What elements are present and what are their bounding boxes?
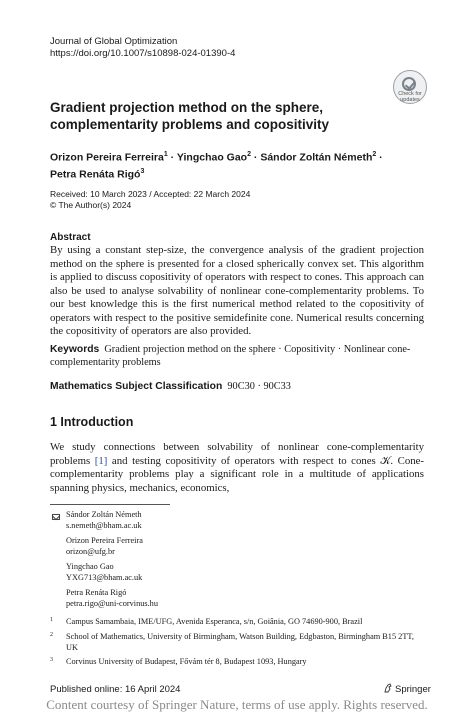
- contact-author: [66, 562, 142, 583]
- author-name[interactable]: Sándor Zoltán Németh: [260, 151, 373, 164]
- contact-email[interactable]: YXG713@bham.ac.uk: [66, 572, 143, 582]
- publisher-name: Springer: [395, 684, 431, 695]
- author-name[interactable]: Yingchao Gao: [176, 151, 248, 164]
- copyright: © The Author(s) 2024: [50, 200, 132, 210]
- author-name[interactable]: Orizon Pereira Ferreira: [50, 151, 164, 164]
- author-name[interactable]: Petra Renáta Rigó: [50, 168, 141, 180]
- section-heading-introduction: 1 Introduction: [50, 415, 134, 429]
- keywords: [50, 343, 424, 369]
- journal-name: Journal of Global Optimization: [50, 36, 178, 47]
- contact-author: [66, 536, 143, 557]
- springer-horse-icon: [383, 683, 393, 693]
- article-dates: [50, 189, 250, 211]
- keywords-label: Keywords: [50, 344, 100, 355]
- contact-name: Orizon Pereira Ferreira: [66, 536, 143, 545]
- journal-header: [50, 36, 235, 60]
- citation-link[interactable]: [1]: [94, 454, 108, 467]
- paper-title: Gradient projection method on the sphere, complementarity problems and copositivity: [50, 100, 330, 132]
- abstract-text: By using a constant step-size, the convergence analysis of the gradient projection method on the sphere is presented for a closed spherically convex set. This algorithm is applied to discuss copositivity of operators with respect to cones. This approach can also be used to analyse solvability of nonlinear cone-complementarity problems. To our best knowledge this is the first numerical method related to the copositivity of operators with respect to the positive semidefinite cone. Numerical results concerning the copositivity of operators are also provided.: [50, 244, 424, 337]
- abstract-heading: Abstract: [50, 232, 91, 243]
- contact-name: Sándor Zoltán Németh: [66, 510, 142, 519]
- checkmark-icon: [402, 77, 416, 91]
- contact-email[interactable]: petra.rigo@uni-corvinus.hu: [66, 598, 158, 608]
- introduction-text: We study connections between solvability of nonlinear cone-complementarity problems [1] and testing copositivity of operators with respect to cones 𝒦. Cone-complementarity problems play a significant role in a multitude of applications spanning physics, mechanics, economics,: [50, 441, 424, 494]
- msc: [50, 380, 424, 393]
- contact-author: [66, 588, 158, 609]
- msc-codes: 90C30 · 90C33: [227, 381, 291, 392]
- published-date: Published online: 16 April 2024: [50, 684, 181, 695]
- author-list: [50, 148, 430, 181]
- received-accepted: Received: 10 March 2023 / Accepted: 22 March 2024: [50, 189, 251, 199]
- contact-email[interactable]: orizon@ufg.br: [66, 546, 115, 556]
- affiliation: 1 Campus Samambaia, IME/UFG, Avenida Esperanca, s/n, Goiânia, GO 74690-900, Brazil: [50, 617, 363, 626]
- author-line-1: Orizon Pereira Ferreira$^1$ · Yingchao Gao$^2$ · Sándor Zoltán Németh$^2$ ·: [50, 151, 383, 164]
- envelope-icon: [52, 514, 60, 520]
- keywords-text: Gradient projection method on the sphere · Copositivity · Nonlinear cone-complementarity problems: [50, 344, 411, 368]
- affiliation: 3 Corvinus University of Budapest, Fővám tér 8, Budapest 1093, Hungary: [50, 657, 307, 666]
- author-line-2: Petra Renáta Rigó$^3$: [50, 167, 145, 180]
- publisher-logo[interactable]: [383, 683, 431, 695]
- affiliation: 2 School of Mathematics, University of Birmingham, Watson Building, Edgbaston, Birmingham B15 2TT, UK: [50, 632, 414, 652]
- msc-label: Mathematics Subject Classification: [50, 381, 223, 392]
- check-for-updates-badge[interactable]: Check for updates: [393, 70, 427, 104]
- contact-email[interactable]: s.nemeth@bham.ac.uk: [66, 520, 142, 530]
- contact-corresponding: [66, 510, 142, 531]
- contact-name: Petra Renáta Rigó: [66, 588, 127, 597]
- contact-name: Yingchao Gao: [66, 562, 114, 571]
- doi-link[interactable]: https://doi.org/10.1007/s10898-024-01390-4: [50, 48, 236, 59]
- footnote-divider: [50, 504, 170, 505]
- courtesy-notice: Content courtesy of Springer Nature, terms of use apply. Rights reserved.: [46, 697, 428, 712]
